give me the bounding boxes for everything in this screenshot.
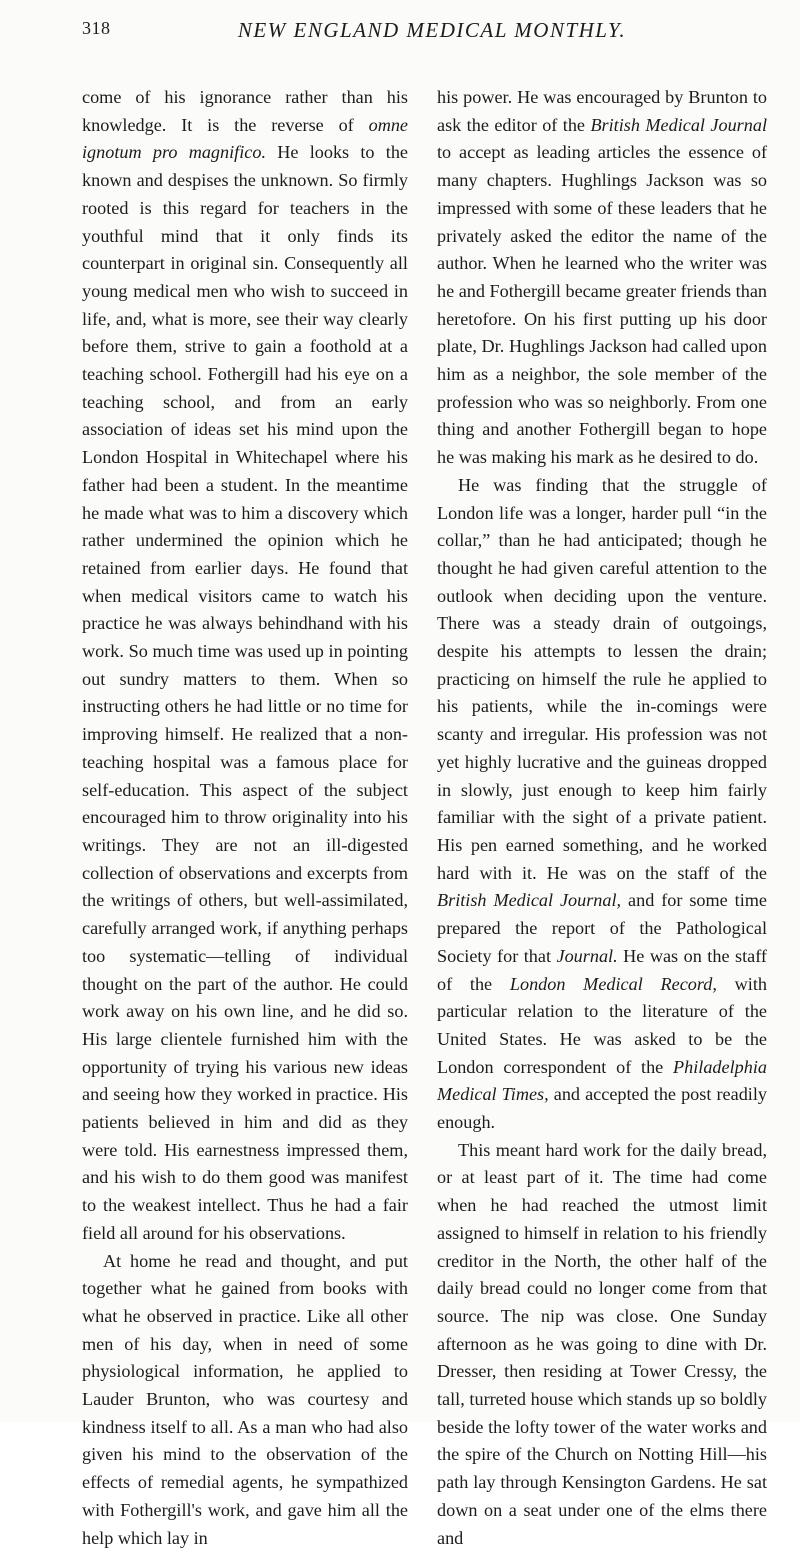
running-title: NEW ENGLAND MEDICAL MONTHLY. — [237, 18, 627, 42]
text-run: He was finding that the struggle of London life was a longer, harder pull “in the collar,” than he had anticipated; though he thought he had given careful attention to the outlook when deciding upon the venture. There was a steady drain of outgoings, despite his attempts to lessen the drain; practicing on himself the rule he applied to his patients, while the in-comings were scanty and irregular. His profession was not yet highly lucrative and the guineas dropped in slowly, just enough to keep him fairly familiar with the sight of a private patient. His pen earned something, and he worked hard with it. He was on the staff of the — [437, 474, 767, 883]
journal-title: British Medical Journal, — [437, 890, 622, 911]
left-column — [82, 84, 408, 1552]
text-run: and accepted the post readily enough. — [437, 1084, 767, 1133]
right-column — [437, 84, 767, 1552]
text-run: and for some time prepared the report of the Pathological Society for that — [437, 890, 767, 966]
text-run: He was on the staff of the — [437, 945, 767, 994]
paragraph — [437, 84, 767, 472]
paragraph: At home he read and thought, and put together what he gained from books with what he observed in practice. Like all other men of his day, when in need of some physiological information, he applied to Lauder Brunton, who was courtesy and kindness itself to all. As a man who had also given his mind to the observation of the effects of remedial agents, he sympathized with Fothergill's work, and gave him all the help which lay in — [82, 1250, 408, 1548]
text-run: He looks to the known and despises the unknown. So firmly rooted is this regard for teachers in the youthful mind that it only finds its counterpart in original sin. Consequently all young medical men who wish to succeed in life, and, what is more, see their way clearly before them, strive to gain a foothold at a teaching school. Fothergill had his eye on a teaching school, and from an early association of ideas set his mind upon the London Hospital in Whitechapel where his father had been a student. In the meantime he made what was to him a discovery which rather undermined the opinion which he retained from earlier days. He found that when medical visitors came to watch his practice he was always behindhand with his work. So much time was used up in pointing out sundry matters to them. When so instructing others he had little or no time for improving himself. He realized that a non-teaching hospital was a famous place for self-education. This aspect of the subject encouraged him to throw originality into his writings. They are not an ill-digested collection of observations and excerpts from the writings of others, but well-assimilated, carefully arranged work, if anything perhaps too systematic—telling of individual thought on the part of the author. He could work away on his own line, and he did so. His large clientele furnished him with the opportunity of trying his various new ideas and seeing how they worked in practice. His patients believed in him and did as they were told. His earnestness impressed them, and his wish to do them good was manifest to the weakest intellect. Thus he had a fair field all around for his observations. — [82, 142, 408, 1243]
journal-title: Philadelphia Medical Times, — [437, 1056, 767, 1105]
paragraph — [82, 84, 408, 1248]
page-header — [82, 18, 762, 50]
journal-title: British Medical Journal — [590, 114, 767, 135]
text-run: come of his ignorance rather than his knowledge. It is the reverse of — [82, 87, 408, 135]
paragraph — [437, 472, 767, 1137]
text-run: with particular relation to the literature of the United States. He was asked to be the London correspondent of the — [437, 973, 767, 1077]
journal-title: Journal. — [556, 945, 618, 966]
latin-phrase: omne ignotum pro magnifico. — [82, 114, 408, 163]
page-number: 318 — [82, 18, 111, 38]
text-run: to accept as leading articles the essence of many chapters. Hughlings Jackson was so impressed with some of these leaders that he privately asked the editor the name of the author. When he learned who the writer was he and Fothergill became greater friends than heretofore. On his first putting up his door plate, Dr. Hughlings Jackson had called upon him as a neighbor, the sole member of the profession who was so neighborly. From one thing and another Fothergill began to hope he was making his mark as he desired to do. — [437, 142, 767, 468]
paragraph: This meant hard work for the daily bread, or at least part of it. The time had come when he had reached the utmost limit assigned to himself in relation to his friendly creditor in the North, the other half of the daily bread could no longer come from that source. The nip was close. One Sunday afternoon as he was going to dine with Dr. Dresser, then residing at Tower Cressy, the tall, turreted house which stands up so boldly beside the lofty tower of the water works and the spire of the Church on Notting Hill—his path lay through Kensington Gardens. He sat down on a seat under one of the elms there and — [437, 1139, 767, 1548]
journal-title: London Medical Record, — [509, 973, 717, 994]
text-run: his power. He was encouraged by Brunton to ask the editor of the — [437, 87, 767, 135]
